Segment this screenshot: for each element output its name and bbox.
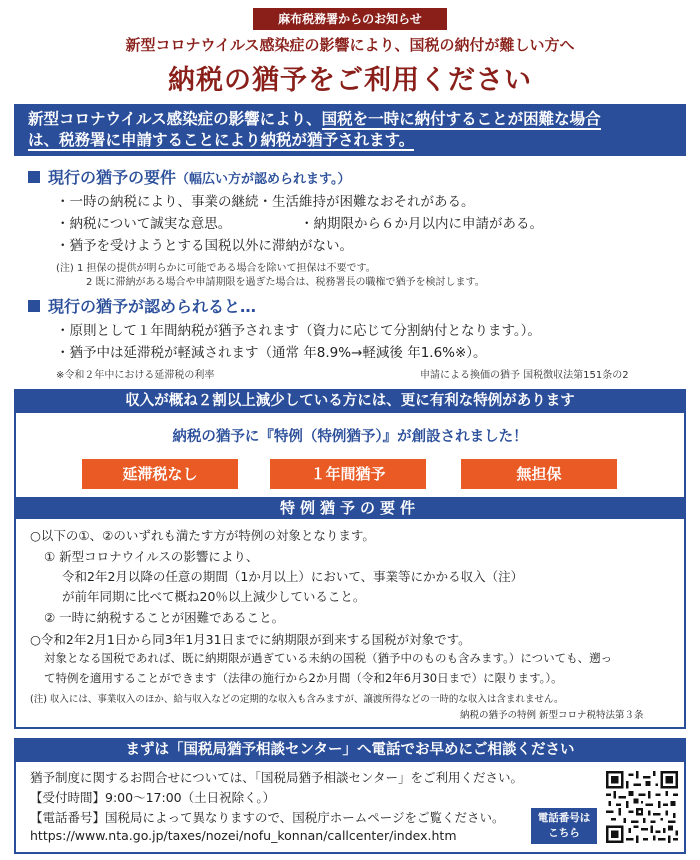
phone-number-badge[interactable]: [531, 808, 597, 844]
intro-banner: [14, 104, 686, 156]
approved-legal-ref: 申請による換価の猶予 国税徴収法第151条の2: [420, 370, 629, 381]
nta-url-link[interactable]: https://www.nta.go.jp/taxes/nozei/nofu_konnan/callcenter/index.htm: [30, 828, 457, 843]
requirement-item: ・一時の納税により、事業の継続・生活維持が困難なおそれがある。: [56, 194, 475, 210]
hours-line: [30, 788, 275, 806]
hours-value: 9:00～17:00（土日祝除く。）: [105, 790, 276, 805]
requirement-item: ・納期限から６か月以内に申請がある。: [300, 216, 543, 232]
feature-one-year-deferral: １年間猶予: [270, 459, 426, 489]
requirement-note: (注) 1 担保の提供が明らかに可能である場合を除いて担保は不要です。: [56, 263, 376, 274]
special-req-line: ② 一時に納税することが困難であること。: [44, 610, 285, 625]
approved-heading: [28, 294, 256, 317]
approved-item: ・猶予中は延滞税が軽減されます（通常 年8.9%→軽減後 年1.6%※）。: [56, 345, 487, 361]
intro-text-2: は、税務署に申請することにより納税が猶予されます。: [28, 131, 415, 149]
square-bullet-icon: [28, 300, 40, 312]
special-req-note: (注) 収入には、事業収入のほか、給与収入などの定期的な収入も含みますが、譲渡所得などの一時的な収入は含まれません。: [30, 694, 564, 705]
special-req-line: 対象となる国税であれば、既に納期限が過ぎている未納の国税（猶予中のものも含みます。）についても、遡っ: [44, 651, 613, 665]
special-legal-ref: 納税の猶予の特例 新型コロナ税特法第３条: [460, 710, 644, 721]
special-req-line: ① 新型コロナウイルスの影響により、: [44, 549, 259, 564]
special-req-line: ○令和2年2月1日から同3年1月31日までに納期限が到来する国税が対象です。: [30, 632, 471, 647]
requirement-item: ・納税について誠実な意思。: [56, 216, 232, 232]
square-bullet-icon: [28, 171, 40, 183]
requirements-heading-text: 現行の猶予の要件: [48, 168, 177, 187]
special-req-line: 令和2年2月以降の任意の期間（1か月以上）において、事業等にかかる収入（注）: [62, 569, 524, 584]
approved-heading-text: 現行の猶予が認められると…: [48, 297, 257, 316]
requirements-heading: [28, 165, 350, 188]
phone-badge-line2: こちら: [548, 827, 580, 839]
special-req-line: が前年同期に比べて概ね20％以上減少していること。: [62, 589, 366, 604]
notice-label: 麻布税務署からのお知らせ: [253, 8, 447, 30]
intro-highlight: 国税を一時に納付することが困難な場合: [321, 110, 601, 128]
phone-text: 国税局によって異なりますので、国税庁ホームページをご覧ください。: [105, 810, 505, 825]
phone-badge-line1: 電話番号は: [537, 812, 591, 824]
requirement-item: ・猶予を受けようとする国税以外に滞納がない。: [56, 238, 353, 254]
special-banner: 収入が概ね２割以上減少している方には、更に有利な特例があります: [14, 389, 686, 413]
subtitle: 新型コロナウイルス感染症の影響により、国税の納付が難しい方へ: [125, 36, 575, 54]
qr-code-icon[interactable]: [606, 771, 678, 843]
consultation-banner: まずは「国税局猶予相談センター」へ電話でお早めにご相談ください: [14, 738, 686, 762]
requirement-note: 2 既に滞納がある場合や申請期限を過ぎた場合は、税務署長の職権で猶予を検討します。: [86, 277, 485, 288]
feature-no-delinquency-tax: 延滞税なし: [82, 459, 238, 489]
approved-item: ・原則として１年間納税が猶予されます（資力に応じて分割納付となります。）。: [56, 323, 541, 339]
special-req-line: て特例を適用することができます（法律の施行から2か月間（令和2年6月30日まで）に限ります。）。: [44, 671, 563, 685]
special-requirements-heading: 特例猶予の要件: [14, 497, 686, 519]
requirements-heading-note: （幅広い方が認められます。）: [176, 172, 351, 187]
feature-no-collateral: 無担保: [461, 459, 617, 489]
special-req-line: ○以下の①、②のいずれも満たす方が特例の対象となります。: [30, 528, 375, 543]
approved-footnote: ※令和２年中における延滞税の利率: [56, 370, 215, 381]
phone-line: [30, 808, 505, 826]
consultation-line: 猶予制度に関するお問合せについては、「国税局猶予相談センター」をご利用ください。: [30, 770, 524, 785]
special-created-text: 納税の猶予に『特例（特例猶予）』が創設されました！: [172, 429, 528, 445]
phone-label: 【電話番号】: [30, 810, 106, 825]
hours-label: 【受付時間】: [30, 790, 106, 805]
page-title: 納税の猶予をご利用ください: [168, 65, 532, 96]
intro-text-1: 新型コロナウイルス感染症の影響により、: [28, 110, 322, 128]
